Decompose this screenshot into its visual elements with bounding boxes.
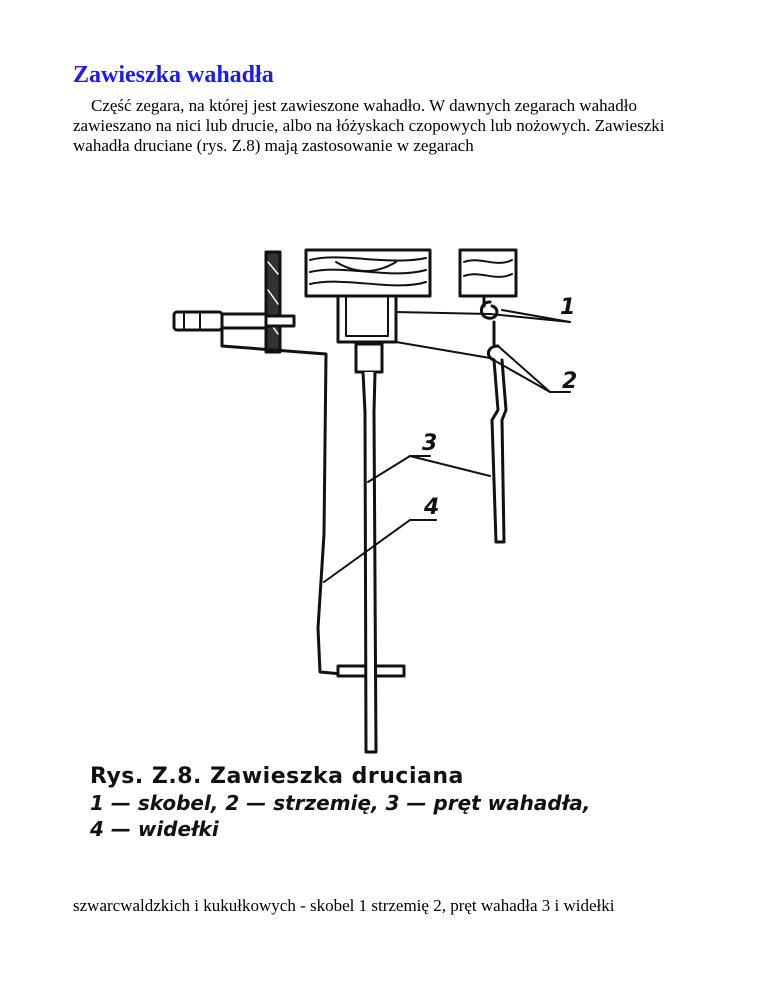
staple-hook <box>481 302 497 318</box>
wire-suspension-drawing <box>160 242 600 762</box>
pendulum-clamp <box>356 344 382 372</box>
callout-4: 4 <box>424 495 440 520</box>
crutch-wire <box>222 330 342 674</box>
callout-1: 1 <box>560 295 576 320</box>
continuation-paragraph: szwarcwaldzkich i kukułkowych - skobel 1 strzemię 2, pręt wahadła 3 i widełki <box>73 896 615 915</box>
intro-paragraph: Część zegara, na której jest zawieszone wahadło. W dawnych zegarach wahadło zawieszano na nici lub drucie, albo na łóżyskach czopowych lub nożowych. Zawieszki wahadła druciane (rys. Z.8) mają zastosowanie w zegarach <box>73 96 665 155</box>
figure-caption <box>90 764 590 842</box>
bushing <box>174 312 222 330</box>
wire-suspension-figure <box>160 242 600 762</box>
caption-legend-line-2: 4 — widełki <box>90 817 219 841</box>
wood-block-right <box>460 250 516 296</box>
callout-2: 2 <box>562 369 578 394</box>
pendulum-rod <box>363 372 376 752</box>
caption-legend-line-1: 1 — skobel, 2 — strzemię, 3 — pręt wahadła, <box>90 791 591 815</box>
side-rod <box>492 360 506 542</box>
callout-3: 3 <box>422 431 438 456</box>
article-heading: Zawieszka wahadła <box>73 62 274 88</box>
caption-title: Rys. Z.8. Zawieszka druciana <box>90 764 464 789</box>
